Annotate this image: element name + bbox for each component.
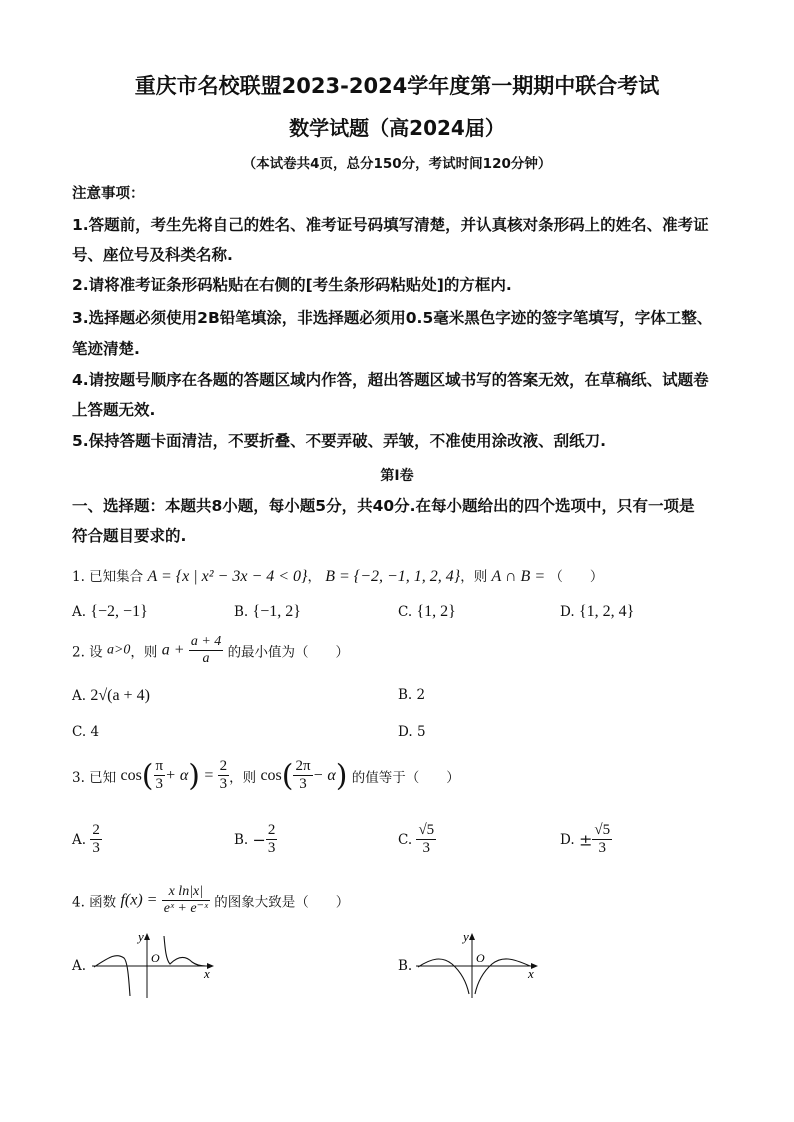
notice-item-3a: 3.选择题必须使用2B铅笔填涂，非选择题必须用0.5毫米黑色字迹的签字笔填写，字体工整、 [72,309,713,327]
question-1: 1. 已知集合 A = {x | x² − 3x − 4 < 0}， B = {−2, −1, 1, 2, 4}，则 A ∩ B = （ ） [72,568,604,585]
notice-item-4b: 上答题无效. [72,401,156,419]
section-heading-line2: 符合题目要求的. [72,527,187,545]
q2-cond: a>0 [106,642,131,658]
q2-option-d[interactable]: D. 5 [398,724,426,740]
q1-option-d[interactable]: D. {1, 2, 4} [560,603,635,620]
q3-option-c[interactable]: C. $\frac{√5}{3}$ [398,822,435,857]
q4-a-y-label: y [138,929,144,944]
question-3: 3. 已知 cos( $\frac{\pi}{3}$ + α) = $\frac{2}{3}$ ，则 cos( $\frac{2\pi}{3}$ − α) 的值等于（ ） [72,758,460,794]
q4-a-origin-label: O [151,951,160,965]
exam-subtitle: 数学试题（高2024届） [289,116,505,140]
q4-a-x-label: x [204,966,210,981]
notice-item-4a: 4.请按题号顺序在各题的答题区域内作答，超出答题区域书写的答案无效，在草稿纸、试题卷 [72,371,709,389]
q4-func: f(x) = [120,891,158,909]
q3-option-a[interactable]: A. $\frac{2}{3}$ [72,822,100,857]
q2-suffix: 的最小值为（ ） [227,644,350,661]
q1-option-a[interactable]: A. {−2, −1} [72,603,148,620]
q2-expr-a: a + [161,641,185,659]
q1-ask: ，则 [460,569,488,585]
notice-item-3b: 笔迹清楚. [72,340,140,358]
q4-option-a-graph[interactable] [88,928,228,1000]
q2-fraction: $\frac{a + 4}{a}$ [190,634,222,667]
question-4: 4. 函数 f(x) = $\frac{\text{x ln|x|}}{\text{eˣ + e⁻ˣ}}$ 的图象大致是（ ） [72,884,350,917]
q3-option-b[interactable]: B. − $\frac{2}{3}$ [234,822,276,857]
q1-prefix: 1. 已知集合 [72,569,144,585]
notice-item-1a: 1.答题前，考生先将自己的姓名、准考证号码填写清楚，并认真核对条形码上的姓名、准考证 [72,216,709,234]
part-title: 第Ⅰ卷 [380,468,414,484]
q4-b-origin-label: O [476,951,485,965]
notice-item-5: 5.保持答题卡面清洁，不要折叠、不要弄破、弄皱，不准使用涂改液、刮纸刀. [72,432,607,450]
exam-title: 重庆市名校联盟2023-2024学年度第一期期中联合考试 [134,74,660,98]
exam-info: （本试卷共4页，总分150分，考试时间120分钟） [242,156,552,172]
q4-option-a-label[interactable]: A. [72,958,87,974]
q2-prefix: 2. 设 [72,644,103,661]
q2-option-b[interactable]: B. 2 [398,687,426,703]
q1-expr: A ∩ B = [491,568,546,585]
q4-b-y-label: y [463,929,469,944]
notice-item-1b: 号、座位号及科类名称. [72,246,233,264]
notice-heading: 注意事项： [72,186,145,202]
q1-option-c[interactable]: C. {1, 2} [398,603,456,620]
q4-option-b-label[interactable]: B. [398,958,413,974]
q2-option-a[interactable]: A. 2√(a + 4) [72,687,150,704]
q1-paren: （ ） [549,569,604,585]
question-2: 2. 设 a>0，则 a + $\frac{a + 4}{a}$ 的最小值为（ ） [72,634,350,667]
q2-option-c[interactable]: C. 4 [72,724,100,740]
q1-option-b[interactable]: B. {−1, 2} [234,603,301,620]
q1-set-a: A = {x | x² − 3x − 4 < 0} [147,568,308,585]
notice-item-2: 2.请将准考证条形码粘贴在右侧的[考生条形码粘贴处]的方框内. [72,276,512,294]
q4-option-b-graph[interactable] [412,928,552,1000]
q4-b-x-label: x [528,966,534,981]
section-heading-line1: 一、选择题：本题共8小题，每小题5分，共40分.在每小题给出的四个选项中，只有一项是 [72,497,695,515]
q3-option-d[interactable]: D. ± $\frac{√5}{3}$ [560,822,611,857]
q1-set-b: B = {−2, −1, 1, 2, 4} [325,568,461,585]
